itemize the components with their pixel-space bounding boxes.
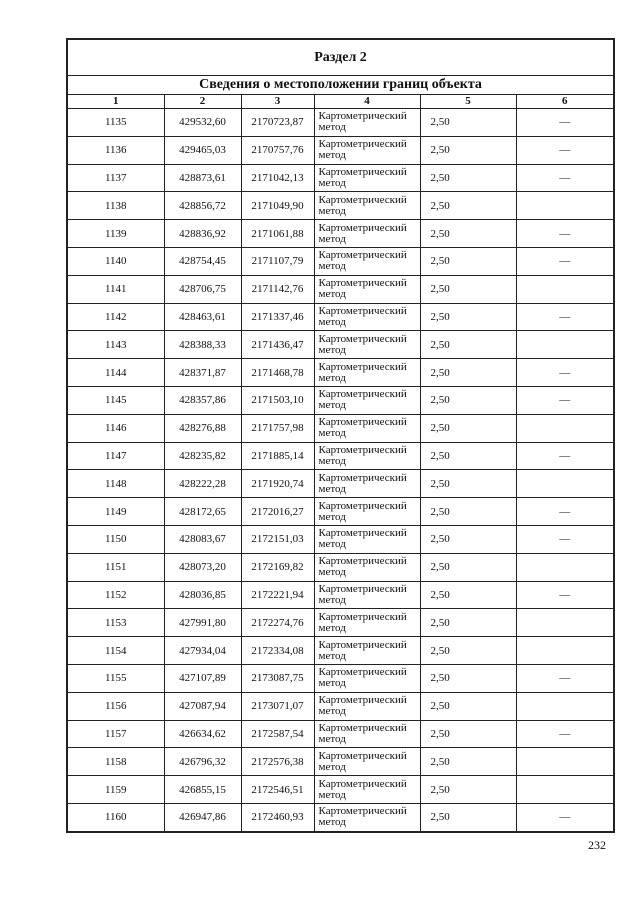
table-row: [67, 609, 614, 637]
point-description: [516, 192, 614, 220]
column-header-6: 6: [516, 95, 614, 109]
coordinate-x: 428036,85: [164, 581, 241, 609]
determination-method: Картометрический метод: [314, 109, 420, 137]
point-description: [516, 553, 614, 581]
accuracy-value: 2,50: [420, 109, 516, 137]
table-row: [67, 192, 614, 220]
point-number: 1148: [67, 470, 164, 498]
document-sheet: [66, 38, 613, 833]
coordinate-y: 2172576,38: [241, 748, 314, 776]
determination-method: Картометрический метод: [314, 414, 420, 442]
point-description: —: [516, 525, 614, 553]
point-description: —: [516, 442, 614, 470]
table-row: [67, 164, 614, 192]
accuracy-value: 2,50: [420, 581, 516, 609]
point-number: 1145: [67, 386, 164, 414]
table-row: [67, 803, 614, 831]
point-number: 1156: [67, 692, 164, 720]
determination-method: Картометрический метод: [314, 581, 420, 609]
accuracy-value: 2,50: [420, 525, 516, 553]
determination-method: Картометрический метод: [314, 136, 420, 164]
point-description: [516, 776, 614, 804]
coordinate-y: 2172221,94: [241, 581, 314, 609]
table-row: [67, 109, 614, 137]
coordinate-y: 2172169,82: [241, 553, 314, 581]
coordinate-y: 2171107,79: [241, 247, 314, 275]
determination-method: Картометрический метод: [314, 192, 420, 220]
coordinate-x: 428856,72: [164, 192, 241, 220]
column-header-4: 4: [314, 95, 420, 109]
point-description: [516, 275, 614, 303]
point-number: 1160: [67, 803, 164, 831]
accuracy-value: 2,50: [420, 470, 516, 498]
accuracy-value: 2,50: [420, 136, 516, 164]
coordinate-x: 426855,15: [164, 776, 241, 804]
accuracy-value: 2,50: [420, 442, 516, 470]
table-row: [67, 664, 614, 692]
point-description: [516, 748, 614, 776]
coordinate-x: 427087,94: [164, 692, 241, 720]
coordinate-x: 427991,80: [164, 609, 241, 637]
coordinate-y: 2171920,74: [241, 470, 314, 498]
accuracy-value: 2,50: [420, 664, 516, 692]
accuracy-value: 2,50: [420, 803, 516, 831]
determination-method: Картометрический метод: [314, 164, 420, 192]
determination-method: Картометрический метод: [314, 359, 420, 387]
point-description: [516, 331, 614, 359]
point-number: 1149: [67, 498, 164, 526]
coordinate-x: 429465,03: [164, 136, 241, 164]
accuracy-value: 2,50: [420, 498, 516, 526]
coordinate-y: 2172151,03: [241, 525, 314, 553]
point-description: —: [516, 581, 614, 609]
point-number: 1155: [67, 664, 164, 692]
boundary-table: [66, 38, 615, 833]
accuracy-value: 2,50: [420, 331, 516, 359]
table-row: [67, 359, 614, 387]
table-row: [67, 414, 614, 442]
point-number: 1136: [67, 136, 164, 164]
accuracy-value: 2,50: [420, 609, 516, 637]
determination-method: Картометрический метод: [314, 470, 420, 498]
table-row: [67, 442, 614, 470]
accuracy-value: 2,50: [420, 692, 516, 720]
point-description: [516, 414, 614, 442]
accuracy-value: 2,50: [420, 386, 516, 414]
table-row: [67, 525, 614, 553]
table-row: [67, 581, 614, 609]
accuracy-value: 2,50: [420, 414, 516, 442]
determination-method: Картометрический метод: [314, 525, 420, 553]
point-number: 1135: [67, 109, 164, 137]
determination-method: Картометрический метод: [314, 720, 420, 748]
table-row: [67, 692, 614, 720]
section-title: Раздел 2: [67, 39, 614, 76]
coordinate-y: 2172460,93: [241, 803, 314, 831]
determination-method: Картометрический метод: [314, 692, 420, 720]
coordinate-x: 428083,67: [164, 525, 241, 553]
column-header-row: [67, 95, 614, 109]
point-description: [516, 609, 614, 637]
table-row: [67, 303, 614, 331]
determination-method: Картометрический метод: [314, 386, 420, 414]
accuracy-value: 2,50: [420, 247, 516, 275]
point-description: [516, 637, 614, 665]
point-description: —: [516, 247, 614, 275]
point-description: —: [516, 220, 614, 248]
point-description: —: [516, 498, 614, 526]
coordinate-y: 2171468,78: [241, 359, 314, 387]
coordinate-y: 2171503,10: [241, 386, 314, 414]
table-row: [67, 776, 614, 804]
coordinate-y: 2173071,07: [241, 692, 314, 720]
point-number: 1141: [67, 275, 164, 303]
accuracy-value: 2,50: [420, 220, 516, 248]
point-number: 1139: [67, 220, 164, 248]
point-number: 1151: [67, 553, 164, 581]
determination-method: Картометрический метод: [314, 609, 420, 637]
coordinate-x: 428235,82: [164, 442, 241, 470]
coordinate-x: 426634,62: [164, 720, 241, 748]
table-row: [67, 136, 614, 164]
column-header-1: 1: [67, 95, 164, 109]
point-description: —: [516, 803, 614, 831]
determination-method: Картометрический метод: [314, 553, 420, 581]
point-number: 1157: [67, 720, 164, 748]
coordinate-y: 2172546,51: [241, 776, 314, 804]
table-row: [67, 748, 614, 776]
table-row: [67, 470, 614, 498]
determination-method: Картометрический метод: [314, 220, 420, 248]
accuracy-value: 2,50: [420, 553, 516, 581]
coordinate-x: 428873,61: [164, 164, 241, 192]
determination-method: Картометрический метод: [314, 748, 420, 776]
table-row: [67, 220, 614, 248]
table-row: [67, 553, 614, 581]
point-number: 1147: [67, 442, 164, 470]
coordinate-y: 2171436,47: [241, 331, 314, 359]
coordinate-y: 2170757,76: [241, 136, 314, 164]
point-number: 1152: [67, 581, 164, 609]
accuracy-value: 2,50: [420, 720, 516, 748]
determination-method: Картометрический метод: [314, 637, 420, 665]
point-description: —: [516, 359, 614, 387]
coordinate-x: 428357,86: [164, 386, 241, 414]
coordinate-x: 428706,75: [164, 275, 241, 303]
point-description: —: [516, 386, 614, 414]
point-description: —: [516, 664, 614, 692]
coordinate-y: 2171757,98: [241, 414, 314, 442]
coordinate-y: 2172587,54: [241, 720, 314, 748]
table-row: [67, 720, 614, 748]
coordinate-x: 427107,89: [164, 664, 241, 692]
point-description: [516, 470, 614, 498]
coordinate-y: 2171049,90: [241, 192, 314, 220]
section-subtitle: Сведения о местоположении границ объекта: [67, 76, 614, 95]
determination-method: Картометрический метод: [314, 664, 420, 692]
coordinate-x: 428754,45: [164, 247, 241, 275]
point-description: [516, 692, 614, 720]
coordinate-x: 426796,32: [164, 748, 241, 776]
point-number: 1143: [67, 331, 164, 359]
determination-method: Картометрический метод: [314, 776, 420, 804]
accuracy-value: 2,50: [420, 359, 516, 387]
point-description: —: [516, 303, 614, 331]
point-number: 1146: [67, 414, 164, 442]
point-number: 1137: [67, 164, 164, 192]
point-number: 1159: [67, 776, 164, 804]
point-number: 1144: [67, 359, 164, 387]
determination-method: Картометрический метод: [314, 803, 420, 831]
coordinate-y: 2171885,14: [241, 442, 314, 470]
accuracy-value: 2,50: [420, 776, 516, 804]
coordinate-x: 428836,92: [164, 220, 241, 248]
determination-method: Картометрический метод: [314, 331, 420, 359]
coordinate-y: 2171337,46: [241, 303, 314, 331]
coordinate-y: 2172016,27: [241, 498, 314, 526]
determination-method: Картометрический метод: [314, 247, 420, 275]
determination-method: Картометрический метод: [314, 275, 420, 303]
coordinate-y: 2171042,13: [241, 164, 314, 192]
table-row: [67, 331, 614, 359]
coordinate-y: 2170723,87: [241, 109, 314, 137]
coordinate-x: 428371,87: [164, 359, 241, 387]
coordinate-x: 428172,65: [164, 498, 241, 526]
determination-method: Картометрический метод: [314, 442, 420, 470]
column-header-2: 2: [164, 95, 241, 109]
accuracy-value: 2,50: [420, 164, 516, 192]
coordinate-x: 428463,61: [164, 303, 241, 331]
coordinate-x: 429532,60: [164, 109, 241, 137]
point-number: 1140: [67, 247, 164, 275]
determination-method: Картометрический метод: [314, 498, 420, 526]
point-number: 1154: [67, 637, 164, 665]
coordinate-y: 2173087,75: [241, 664, 314, 692]
point-description: —: [516, 109, 614, 137]
point-number: 1158: [67, 748, 164, 776]
coordinate-y: 2171142,76: [241, 275, 314, 303]
determination-method: Картометрический метод: [314, 303, 420, 331]
point-description: —: [516, 164, 614, 192]
page-number: 232: [588, 838, 606, 852]
point-description: —: [516, 720, 614, 748]
point-number: 1138: [67, 192, 164, 220]
coordinate-x: 427934,04: [164, 637, 241, 665]
point-number: 1142: [67, 303, 164, 331]
column-header-5: 5: [420, 95, 516, 109]
coordinate-y: 2172334,08: [241, 637, 314, 665]
table-row: [67, 386, 614, 414]
accuracy-value: 2,50: [420, 192, 516, 220]
coordinate-x: 428222,28: [164, 470, 241, 498]
point-number: 1150: [67, 525, 164, 553]
accuracy-value: 2,50: [420, 275, 516, 303]
coordinate-x: 428388,33: [164, 331, 241, 359]
table-row: [67, 498, 614, 526]
accuracy-value: 2,50: [420, 748, 516, 776]
coordinate-x: 426947,86: [164, 803, 241, 831]
coordinate-x: 428073,20: [164, 553, 241, 581]
table-row: [67, 247, 614, 275]
table-row: [67, 637, 614, 665]
point-description: —: [516, 136, 614, 164]
accuracy-value: 2,50: [420, 303, 516, 331]
point-number: 1153: [67, 609, 164, 637]
accuracy-value: 2,50: [420, 637, 516, 665]
table-row: [67, 275, 614, 303]
coordinate-y: 2172274,76: [241, 609, 314, 637]
column-header-3: 3: [241, 95, 314, 109]
coordinate-x: 428276,88: [164, 414, 241, 442]
coordinate-y: 2171061,88: [241, 220, 314, 248]
